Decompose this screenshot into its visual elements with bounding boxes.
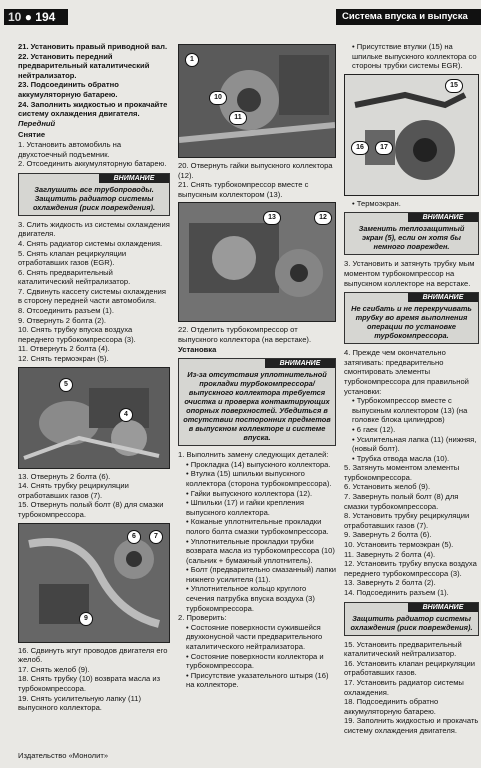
step: 10. Снять трубку впуска воздуха переднего турбокомпрессора (3). bbox=[18, 325, 136, 344]
step: 17. Установить радиатор системы охлаждения. bbox=[344, 677, 464, 697]
step: 14. Снять трубку рециркуляции отработавших газов (7). bbox=[18, 481, 129, 500]
page-number-box: 10 ● 194 bbox=[4, 9, 68, 25]
page-number: 194 bbox=[35, 10, 56, 24]
warning-box bbox=[344, 292, 479, 344]
step: 3. Слить жидкость из системы охлаждения двигателя. bbox=[18, 219, 170, 239]
step: 1. Установить автомобиль на двухстоечный подъемник. bbox=[18, 139, 122, 159]
step: 16. Сдвинуть жгут проводов двигателя его желоб. bbox=[18, 645, 168, 665]
step: 12. Снять термоэкран (5). bbox=[18, 354, 109, 364]
step: • Усилительная лапка (11) (нижняя, (новый болт). bbox=[352, 434, 477, 454]
step: 2. Отсоединить аккумуляторную батарею. bbox=[18, 159, 167, 169]
step: 15. Установить предварительный каталитический нейтрализатор. bbox=[344, 639, 462, 659]
step: 11. Отвернуть 2 болта (4). bbox=[18, 344, 110, 354]
step: 9. Завернуть 2 болта (6). bbox=[344, 530, 432, 540]
warning-label: ВНИМАНИЕ bbox=[265, 359, 335, 368]
step: 14. Подсоединить разъем (1). bbox=[344, 588, 449, 597]
warning-text: Заменить теплозащитный экран (5), если он хотя бы немного поврежден. bbox=[358, 224, 465, 252]
step: 22. Отделить турбокомпрессор от выпускного коллектора (на верстаке). bbox=[178, 325, 312, 344]
callout: 16 bbox=[351, 141, 369, 155]
step: • Присутствие указательного штыря (16) на коллекторе. bbox=[186, 670, 329, 690]
warning-box bbox=[344, 212, 479, 255]
callout: 10 bbox=[209, 91, 227, 105]
step: 21. Снять турбокомпрессор вместе с выпускным коллектором (13). bbox=[178, 180, 309, 199]
engine-photo-4 bbox=[18, 523, 170, 643]
step: • Прокладка (14) выпускного коллектора. bbox=[186, 459, 331, 469]
warning-text: Защитить радиатор системы охлаждения (риск повреждения). bbox=[350, 613, 473, 632]
step: 13. Отвернуть 2 болта (6). bbox=[18, 471, 111, 481]
callout: 6 bbox=[127, 530, 141, 544]
warning-label: ВНИМАНИЕ bbox=[408, 293, 478, 302]
column-1 bbox=[18, 42, 170, 713]
step: • Состояние поверхности коллектора и турбокомпрессора. bbox=[186, 651, 324, 671]
step: • Гайки выпускного коллектора (12). bbox=[186, 488, 313, 498]
step: • Шпильки (17) и гайки крепления выпускного коллектора. bbox=[186, 498, 304, 517]
footer-publisher: Издательство «Монолит» bbox=[18, 751, 109, 760]
step: 18. Снять трубку (10) возврата масла из турбокомпрессора. bbox=[18, 674, 161, 693]
step: 5. Затянуть моментом элементы турбокомпрессора. bbox=[344, 463, 460, 482]
step: 18. Подсоединить обратно аккумуляторную батарею. bbox=[344, 697, 439, 716]
callout: 11 bbox=[229, 111, 247, 125]
column-2 bbox=[178, 42, 336, 690]
step: 17. Снять желоб (9). bbox=[18, 664, 90, 674]
step: 23. Подсоединить обратно аккумуляторную батарею. bbox=[18, 80, 119, 99]
step: • Втулка (15) шпильки выпускного коллектора (сторона турбокомпрессора). bbox=[186, 469, 332, 488]
step: 5. Снять клапан рециркуляции отработавших газов (EGR). bbox=[18, 248, 127, 268]
step: 4. Снять радиатор системы охлаждения. bbox=[18, 238, 163, 248]
chapter-title: Система впуска и выпуска bbox=[336, 9, 481, 25]
step: • Трубка отвода масла (10). bbox=[352, 453, 450, 463]
step: 7. Сдвинуть кассету системы охлаждения в сторону передней части автомобиля. bbox=[18, 286, 167, 306]
callout: 5 bbox=[59, 378, 73, 392]
callout: 17 bbox=[375, 141, 393, 155]
step: • Уплотнительные прокладки трубки возврата масла из турбокомпрессора (10) (сальник + бумажный уплотнитель). bbox=[186, 536, 335, 565]
step: 19. Заполнить жидкостью и прокачать систему охлаждения двигателя. bbox=[344, 716, 479, 735]
step: • Состояние поверхности сужившейся двухконусной части предварительного каталитического нейтрализатора. bbox=[186, 622, 323, 652]
step: 6. Установить желоб (9). bbox=[344, 482, 431, 492]
warning-label: ВНИМАНИЕ bbox=[408, 213, 478, 222]
step: 21. Установить правый приводной вал. bbox=[18, 42, 168, 51]
callout: 13 bbox=[263, 211, 281, 225]
step: • Болт (предварительно смазанный) лапки нижнего усилителя (11). bbox=[186, 565, 337, 584]
step: 9. Отвернуть 2 болта (2). bbox=[18, 315, 107, 325]
step: 8. Отсоединить разъем (1). bbox=[18, 306, 114, 316]
warning-box bbox=[178, 358, 336, 446]
chapter-marker: 10 bbox=[8, 10, 22, 24]
warning-label: ВНИМАНИЕ bbox=[99, 174, 169, 183]
warning-box bbox=[344, 602, 479, 636]
engine-photo-3 bbox=[18, 367, 170, 469]
step: 7. Завернуть полый болт (8) для смазки турбокомпрессора. bbox=[344, 492, 459, 511]
warning-label: ВНИМАНИЕ bbox=[408, 603, 478, 612]
step: 11. Завернуть 2 болта (4). bbox=[344, 549, 436, 559]
callout: 9 bbox=[79, 612, 93, 626]
step: 24. Заполнить жидкостью и прокачайте систему охлаждения двигателя. bbox=[18, 99, 168, 119]
engine-photo-5 bbox=[344, 74, 479, 196]
engine-photo-1 bbox=[178, 44, 336, 158]
engine-photo-2 bbox=[178, 202, 336, 322]
subsection-heading: Снятие bbox=[18, 130, 46, 140]
warning-text: Не сгибать и не перекручивать трубку во время выполнения операции по установке турбокомпрессора. bbox=[351, 304, 472, 341]
step: 3. Установить и затянуть трубку мым моментом турбокомпрессор на выпускном коллекторе на верстаке. bbox=[344, 259, 475, 288]
step: 12. Установить трубку впуска воздуха переднего турбокомпрессора (3). bbox=[344, 559, 477, 578]
step: 1. Выполнить замену следующих деталей: bbox=[178, 450, 329, 460]
step: 2. Проверить: bbox=[178, 613, 227, 623]
callout: 12 bbox=[314, 211, 332, 225]
callout: 7 bbox=[149, 530, 163, 544]
step: • Турбокомпрессор вместе с выпускным коллектором (13) (на головке блока цилиндров) bbox=[352, 396, 468, 425]
step: • 6 гаек (12). bbox=[352, 424, 396, 434]
step: • Кожаные уплотнительные прокладки полого болта смазки турбокомпрессора. bbox=[186, 517, 329, 536]
callout: 1 bbox=[185, 53, 199, 67]
step: 19. Снять усилительную лапку (11) выпускного коллектора. bbox=[18, 693, 141, 713]
step: 20. Отвернуть гайки выпускного коллектора (12). bbox=[178, 161, 333, 180]
section-heading: Установка bbox=[178, 344, 217, 354]
step: 15. Отвернуть полый болт (8) для смазки турбокомпрессора. bbox=[18, 500, 164, 519]
step: • Уплотнительное кольцо круглого сечения патрубка впуска воздуха (3) турбокомпрессора. bbox=[186, 584, 315, 613]
warning-box bbox=[18, 173, 170, 216]
page-header bbox=[0, 6, 481, 28]
callout: 15 bbox=[445, 79, 463, 93]
warning-text: Из-за отсутствия уплотнительной прокладки турбокомпрессора/выпускного коллектора требуется очистка и проверка контактирующих опорных поверхностей. Убедиться в отсутствии посторонних предметов в выпускном коллекторе и системе впуска. bbox=[183, 370, 331, 443]
step: 4. Прежде чем окончательно затягивать: предварительно смонтировать элементы турбокомпрессора для правильной установки: bbox=[344, 348, 469, 396]
step: 6. Снять предварительный каталитический нейтрализатор. bbox=[18, 267, 131, 287]
step: 22. Установить передний предварительный каталитический нейтрализатор. bbox=[18, 51, 150, 80]
section-heading: Передний bbox=[18, 118, 56, 128]
step: 8. Установить трубку рециркуляции отработавших газов (7). bbox=[344, 511, 470, 530]
step: 16. Установить клапан рециркуляции отработавших газов. bbox=[344, 658, 476, 678]
step: 10. Установить термоэкран (5). bbox=[344, 540, 454, 550]
step: • Термоэкран. bbox=[352, 198, 401, 208]
callout: 4 bbox=[119, 408, 133, 422]
step: • Присутствие втулки (15) на шпильке выпускного коллектора со стороны трубки системы EGR). bbox=[352, 42, 477, 71]
step: 13. Завернуть 2 болта (2). bbox=[344, 578, 436, 588]
column-3 bbox=[344, 42, 479, 736]
warning-text: Заглушить все трубопроводы. Защитить радиатор системы охлаждения (риск повреждения). bbox=[32, 184, 156, 212]
